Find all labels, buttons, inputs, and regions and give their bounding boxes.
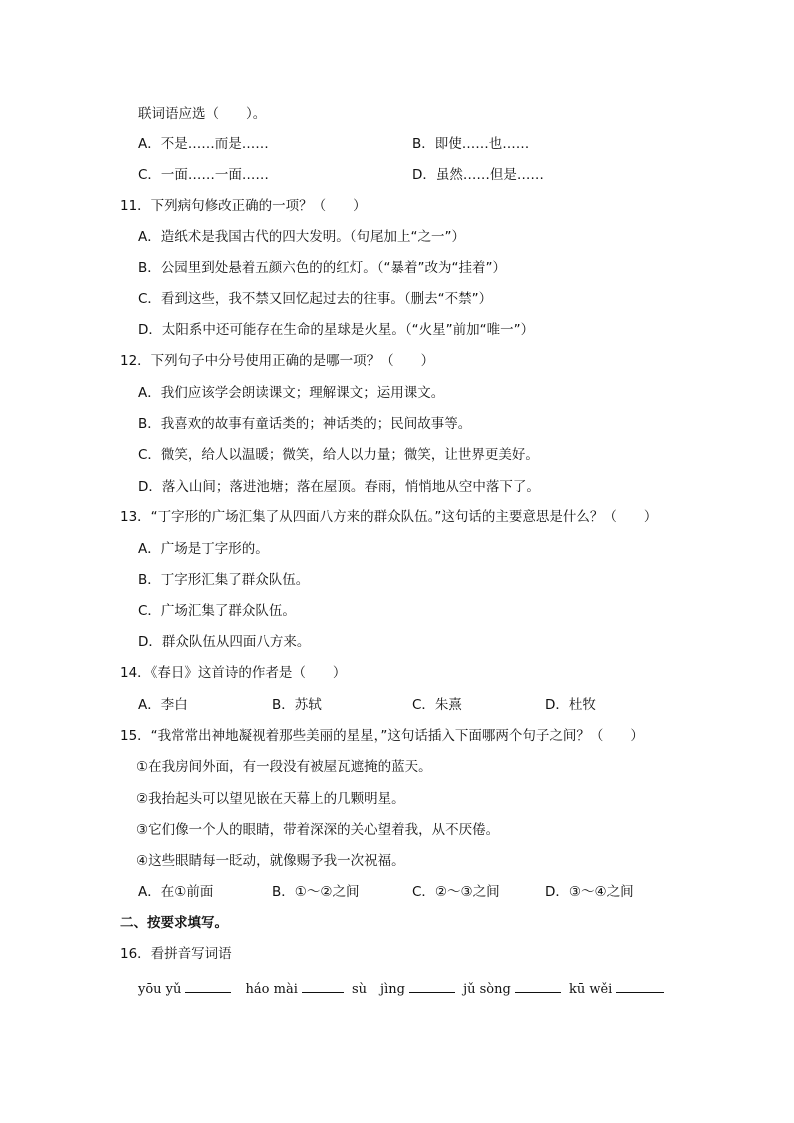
q14-stem: 14．《春日》这首诗的作者是（ ）	[120, 665, 347, 681]
q13-option-d: D．群众队伍从四面八方来。	[138, 634, 311, 650]
q10-option-a: A．不是……而是……	[138, 136, 269, 152]
q15-option-b: B．①～②之间	[272, 884, 360, 900]
q16-pinyin-row	[138, 978, 668, 1000]
q15-sentence-1: ①在我房间外面，有一段没有被屋瓦遮掩的蓝天。	[136, 759, 432, 775]
q15-stem: 15．“我常常出神地凝视着那些美丽的星星，”这句话插入下面哪两个句子之间？（ ）	[120, 728, 644, 744]
q15-option-c: C．②～③之间	[412, 884, 500, 900]
q11-option-a: A．造纸术是我国古代的四大发明。（句尾加上“之一”）	[138, 229, 465, 245]
q15-option-d: D．③～④之间	[545, 884, 634, 900]
q16-stem: 16．看拼音写词语	[120, 946, 232, 962]
q14-option-d: D．杜牧	[545, 697, 596, 713]
pinyin-2: háo mài	[245, 982, 298, 997]
q13-option-b: B．丁字形汇集了群众队伍。	[138, 572, 310, 588]
answer-blank-3[interactable]	[409, 978, 455, 993]
q12-option-a: A．我们应该学会朗读课文；理解课文；运用课文。	[138, 385, 445, 401]
q10-option-b: B．即使……也……	[412, 136, 530, 152]
q13-option-c: C．广场汇集了群众队伍。	[138, 603, 296, 619]
q12-stem: 12．下列句子中分号使用正确的是哪一项？（ ）	[120, 353, 435, 369]
q10-option-c: C．一面……一面……	[138, 167, 269, 183]
q14-option-c: C．朱熹	[412, 697, 462, 713]
answer-blank-4[interactable]	[515, 978, 561, 993]
pinyin-4: jǔ sòng	[463, 982, 511, 997]
q15-sentence-4: ④这些眼睛每一眨动，就像赐予我一次祝福。	[136, 853, 405, 869]
q11-option-d: D．太阳系中还可能存在生命的星球是火星。（“火星”前加“唯一”）	[138, 322, 535, 338]
answer-blank-2[interactable]	[302, 978, 344, 993]
answer-blank-5[interactable]	[616, 978, 664, 993]
q15-option-a: A．在①前面	[138, 884, 214, 900]
q14-option-a: A．李白	[138, 697, 188, 713]
q10-option-d: D．虽然……但是……	[412, 167, 544, 183]
q15-sentence-3: ③它们像一个人的眼睛，带着深深的关心望着我，从不厌倦。	[136, 822, 500, 838]
pinyin-3: sù jìng	[352, 982, 405, 997]
q12-option-d: D．落入山间；落进池塘；落在屋顶。春雨，悄悄地从空中落下了。	[138, 479, 540, 495]
pinyin-1: yōu yǔ	[138, 982, 182, 997]
section-2-title: 二、按要求填写。	[120, 915, 228, 931]
answer-blank-1[interactable]	[185, 978, 231, 993]
q11-stem: 11．下列病句修改正确的一项？（ ）	[120, 198, 367, 214]
q14-option-b: B．苏轼	[272, 697, 322, 713]
q15-sentence-2: ②我抬起头可以望见嵌在天幕上的几颗明星。	[136, 791, 405, 807]
q13-option-a: A．广场是丁字形的。	[138, 541, 269, 557]
pinyin-5: kū wěi	[568, 982, 613, 997]
q11-option-c: C．看到这些，我不禁又回忆起过去的往事。（删去“不禁”）	[138, 291, 493, 307]
q12-option-c: C．微笑，给人以温暖；微笑，给人以力量；微笑，让世界更美好。	[138, 447, 539, 463]
q12-option-b: B．我喜欢的故事有童话类的；神话类的；民间故事等。	[138, 416, 472, 432]
q11-option-b: B．公园里到处悬着五颜六色的的红灯。（“暴着”改为“挂着”）	[138, 260, 506, 276]
q10-stem-continuation: 联词语应选（ ）。	[138, 106, 267, 122]
q13-stem: 13．“丁字形的广场汇集了从四面八方来的群众队伍。”这句话的主要意思是什么？（ ）	[120, 509, 658, 525]
